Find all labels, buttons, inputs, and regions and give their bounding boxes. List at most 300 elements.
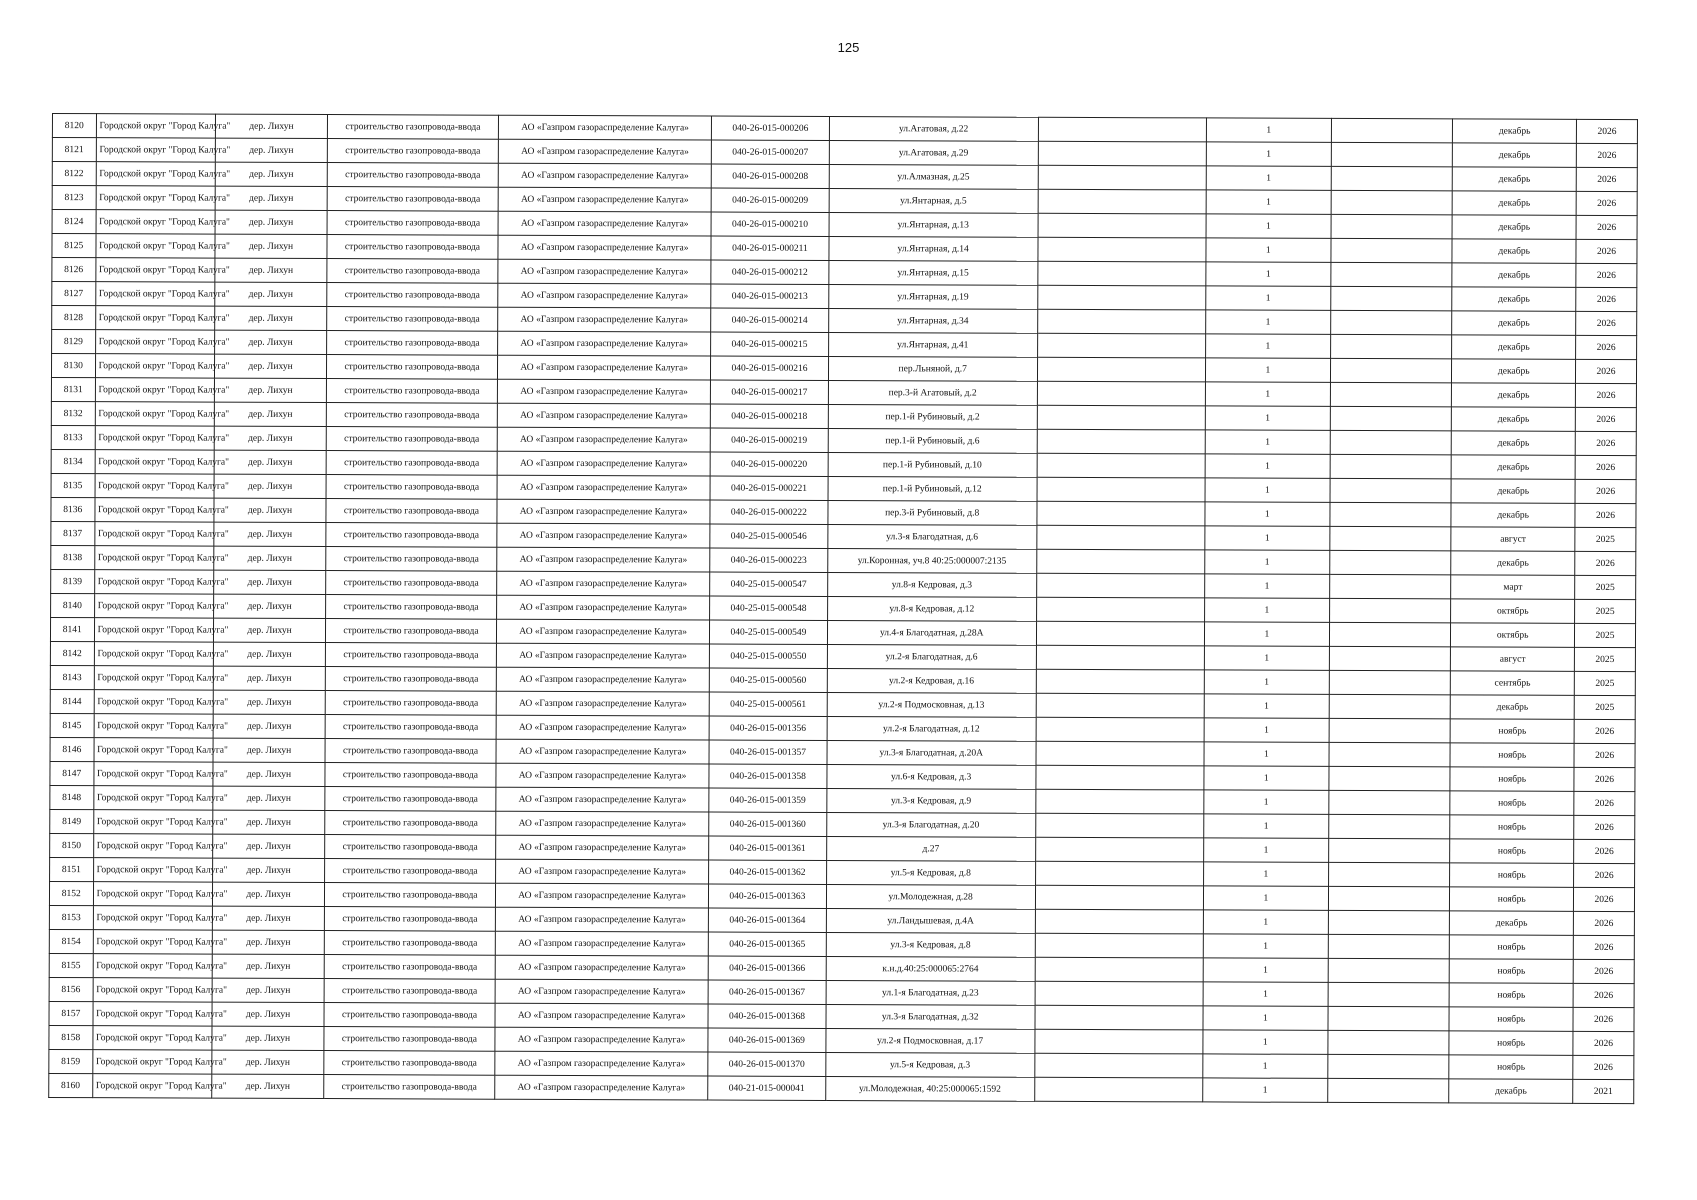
month-cell: декабрь <box>1452 359 1576 383</box>
program-code-cell: 040-26-015-000220 <box>710 452 828 476</box>
work-type-cell: строительство газопровода-ввода <box>327 283 498 308</box>
empty-cell <box>1328 838 1450 862</box>
quantity-cell: 1 <box>1203 910 1328 934</box>
district-cell: Городской округ "Город Калуга" <box>94 762 214 786</box>
month-cell: декабрь <box>1452 263 1576 287</box>
row-number: 8156 <box>49 977 93 1001</box>
empty-cell <box>1037 429 1205 454</box>
owner-cell: АО «Газпром газораспределение Калуга» <box>497 451 710 476</box>
registry-body <box>49 114 1638 1104</box>
district-cell: Городской округ "Город Калуга" <box>96 114 216 138</box>
month-cell: ноябрь <box>1450 839 1574 863</box>
year-cell: 2026 <box>1576 143 1637 167</box>
quantity-cell: 1 <box>1206 142 1331 166</box>
row-number: 8143 <box>50 665 94 689</box>
empty-cell <box>1035 789 1203 814</box>
empty-cell <box>1327 1054 1449 1078</box>
row-number: 8127 <box>52 282 96 306</box>
work-type-cell: строительство газопровода-ввода <box>324 883 495 908</box>
month-cell: сентябрь <box>1451 671 1575 695</box>
quantity-cell: 1 <box>1205 406 1330 430</box>
year-cell: 2026 <box>1573 1007 1634 1031</box>
owner-cell: АО «Газпром газораспределение Калуга» <box>499 115 712 140</box>
empty-cell <box>1036 765 1204 790</box>
owner-cell: АО «Газпром газораспределение Калуга» <box>497 499 710 524</box>
address-cell: ул.Янтарная, д.41 <box>828 332 1037 357</box>
empty-cell <box>1036 645 1204 670</box>
program-code-cell: 040-26-015-000210 <box>711 212 829 236</box>
year-cell: 2025 <box>1574 671 1635 695</box>
row-number: 8153 <box>49 905 93 929</box>
work-type-cell: строительство газопровода-ввода <box>324 835 495 860</box>
month-cell: декабрь <box>1452 191 1576 215</box>
page-number: 125 <box>837 40 860 55</box>
owner-cell: АО «Газпром газораспределение Калуга» <box>497 571 710 596</box>
month-cell: ноябрь <box>1449 983 1573 1007</box>
address-cell: ул.Молодежная, 40:25:000065:1592 <box>825 1076 1034 1101</box>
month-cell: ноябрь <box>1450 863 1574 887</box>
row-number: 8126 <box>52 258 96 282</box>
owner-cell: АО «Газпром газораспределение Калуга» <box>496 907 709 932</box>
village-cell: дер. Лихун <box>215 330 327 354</box>
address-cell: пер.1-й Рубиновый, д.12 <box>828 476 1037 501</box>
empty-cell <box>1037 381 1205 406</box>
work-type-cell: строительство газопровода-ввода <box>325 811 496 836</box>
empty-cell <box>1329 790 1451 814</box>
year-cell: 2026 <box>1573 959 1634 983</box>
village-cell: дер. Лихун <box>213 882 325 906</box>
program-code-cell: 040-26-015-000215 <box>711 332 829 356</box>
empty-cell <box>1331 190 1453 214</box>
quantity-cell: 1 <box>1204 670 1329 694</box>
table-row <box>49 1073 1634 1103</box>
program-code-cell: 040-25-015-000561 <box>709 692 827 716</box>
work-type-cell: строительство газопровода-ввода <box>325 763 496 788</box>
year-cell: 2026 <box>1575 479 1636 503</box>
empty-cell <box>1035 813 1203 838</box>
village-cell: дер. Лихун <box>213 810 325 834</box>
owner-cell: АО «Газпром газораспределение Калуга» <box>497 523 710 548</box>
quantity-cell: 1 <box>1205 382 1330 406</box>
quantity-cell: 1 <box>1206 118 1331 142</box>
empty-cell <box>1038 189 1206 214</box>
village-cell: дер. Лихун <box>213 762 325 786</box>
program-code-cell: 040-25-015-000549 <box>710 620 828 644</box>
village-cell: дер. Лихун <box>215 378 327 402</box>
district-cell: Городской округ "Город Калуга" <box>93 858 213 882</box>
owner-cell: АО «Газпром газораспределение Калуга» <box>496 739 709 764</box>
owner-cell: АО «Газпром газораспределение Калуга» <box>498 187 711 212</box>
program-code-cell: 040-26-015-001356 <box>709 716 827 740</box>
year-cell: 2026 <box>1574 791 1635 815</box>
work-type-cell: строительство газопровода-ввода <box>327 259 498 284</box>
month-cell: ноябрь <box>1449 1055 1573 1079</box>
empty-cell <box>1035 933 1203 958</box>
empty-cell <box>1328 934 1450 958</box>
row-number: 8149 <box>50 809 94 833</box>
owner-cell: АО «Газпром газораспределение Калуга» <box>496 763 709 788</box>
village-cell: дер. Лихун <box>212 1002 324 1026</box>
address-cell: ул.Коронная, уч.8 40:25:000007:2135 <box>827 548 1036 573</box>
month-cell: декабрь <box>1452 383 1576 407</box>
row-number: 8146 <box>50 737 94 761</box>
empty-cell <box>1038 165 1206 190</box>
village-cell: дер. Лихун <box>215 354 327 378</box>
village-cell: дер. Лихун <box>212 978 324 1002</box>
village-cell: дер. Лихун <box>214 426 326 450</box>
quantity-cell: 1 <box>1204 694 1329 718</box>
empty-cell <box>1330 406 1452 430</box>
village-cell: дер. Лихун <box>212 1074 324 1098</box>
row-number: 8135 <box>51 473 95 497</box>
owner-cell: АО «Газпром газораспределение Калуга» <box>497 643 710 668</box>
month-cell: декабрь <box>1450 911 1574 935</box>
program-code-cell: 040-25-015-000550 <box>709 644 827 668</box>
empty-cell <box>1329 646 1451 670</box>
quantity-cell: 1 <box>1206 166 1331 190</box>
empty-cell <box>1329 574 1451 598</box>
village-cell: дер. Лихун <box>215 306 327 330</box>
district-cell: Городской округ "Город Калуга" <box>94 546 214 570</box>
empty-cell <box>1037 285 1205 310</box>
address-cell: ул.Янтарная, д.5 <box>829 188 1038 213</box>
empty-cell <box>1036 549 1204 574</box>
empty-cell <box>1034 1053 1202 1078</box>
year-cell: 2025 <box>1574 647 1635 671</box>
owner-cell: АО «Газпром газораспределение Калуга» <box>496 787 709 812</box>
owner-cell: АО «Газпром газораспределение Калуга» <box>495 931 708 956</box>
address-cell: ул.8-я Кедровая, д.3 <box>827 572 1036 597</box>
quantity-cell: 1 <box>1204 646 1329 670</box>
empty-cell <box>1035 1005 1203 1030</box>
quantity-cell: 1 <box>1203 934 1328 958</box>
work-type-cell: строительство газопровода-ввода <box>326 499 497 524</box>
row-number: 8120 <box>52 114 96 138</box>
work-type-cell: строительство газопровода-ввода <box>324 955 495 980</box>
address-cell: ул.Агатовая, д.29 <box>829 140 1038 165</box>
program-code-cell: 040-26-015-000207 <box>711 140 829 164</box>
village-cell: дер. Лихун <box>214 666 326 690</box>
owner-cell: АО «Газпром газораспределение Калуга» <box>495 979 708 1004</box>
program-code-cell: 040-26-015-001366 <box>708 956 826 980</box>
program-code-cell: 040-26-015-001369 <box>708 1028 826 1052</box>
empty-cell <box>1038 117 1206 142</box>
work-type-cell: строительство газопровода-ввода <box>327 139 498 164</box>
address-cell: ул.Янтарная, д.14 <box>829 236 1038 261</box>
owner-cell: АО «Газпром газораспределение Калуга» <box>498 259 711 284</box>
month-cell: декабрь <box>1452 407 1576 431</box>
year-cell: 2026 <box>1575 503 1636 527</box>
year-cell: 2025 <box>1574 695 1635 719</box>
work-type-cell: строительство газопровода-ввода <box>326 475 497 500</box>
district-cell: Городской округ "Город Калуга" <box>95 498 215 522</box>
program-code-cell: 040-26-015-001365 <box>708 932 826 956</box>
district-cell: Городской округ "Город Калуга" <box>96 210 216 234</box>
address-cell: ул.2-я Благодатная, д.12 <box>827 716 1036 741</box>
quantity-cell: 1 <box>1206 334 1331 358</box>
empty-cell <box>1037 357 1205 382</box>
empty-cell <box>1330 334 1452 358</box>
village-cell: дер. Лихун <box>215 402 327 426</box>
address-cell: ул.Янтарная, д.19 <box>829 284 1038 309</box>
month-cell: ноябрь <box>1450 791 1574 815</box>
row-number: 8132 <box>51 401 95 425</box>
owner-cell: АО «Газпром газораспределение Калуга» <box>495 1027 708 1052</box>
district-cell: Городской округ "Город Калуга" <box>92 1026 212 1050</box>
quantity-cell: 1 <box>1203 958 1328 982</box>
address-cell: ул.3-я Кедровая, д.8 <box>826 932 1035 957</box>
work-type-cell: строительство газопровода-ввода <box>324 979 495 1004</box>
month-cell: ноябрь <box>1450 743 1574 767</box>
quantity-cell: 1 <box>1206 190 1331 214</box>
month-cell: ноябрь <box>1450 767 1574 791</box>
program-code-cell: 040-26-015-000216 <box>711 356 829 380</box>
month-cell: декабрь <box>1453 143 1577 167</box>
address-cell: ул.3-я Благодатная, д.20 <box>826 812 1035 837</box>
village-cell: дер. Лихун <box>215 162 327 186</box>
owner-cell: АО «Газпром газораспределение Калуга» <box>496 811 709 836</box>
program-code-cell: 040-26-015-001359 <box>709 788 827 812</box>
month-cell: декабрь <box>1452 287 1576 311</box>
row-number: 8155 <box>49 953 93 977</box>
work-type-cell: строительство газопровода-ввода <box>326 403 497 428</box>
village-cell: дер. Лихун <box>212 954 324 978</box>
owner-cell: АО «Газпром газораспределение Калуга» <box>498 139 711 164</box>
district-cell: Городской округ "Город Калуга" <box>94 738 214 762</box>
quantity-cell: 1 <box>1205 550 1330 574</box>
empty-cell <box>1331 118 1453 142</box>
address-cell: ул.Янтарная, д.15 <box>829 260 1038 285</box>
program-code-cell: 040-26-015-000211 <box>711 236 829 260</box>
owner-cell: АО «Газпром газораспределение Калуга» <box>496 715 709 740</box>
district-cell: Городской округ "Город Калуга" <box>94 666 214 690</box>
month-cell: декабрь <box>1451 695 1575 719</box>
work-type-cell: строительство газопровода-ввода <box>324 1075 495 1100</box>
row-number: 8138 <box>51 545 95 569</box>
address-cell: ул.2-я Благодатная, д.6 <box>827 644 1036 669</box>
year-cell: 2026 <box>1576 311 1637 335</box>
owner-cell: АО «Газпром газораспределение Калуга» <box>497 403 710 428</box>
year-cell: 2026 <box>1575 383 1636 407</box>
quantity-cell: 1 <box>1206 262 1331 286</box>
month-cell: ноябрь <box>1450 887 1574 911</box>
empty-cell <box>1034 1077 1202 1102</box>
village-cell: дер. Лихун <box>214 450 326 474</box>
empty-cell <box>1327 1078 1449 1102</box>
program-code-cell: 040-26-015-000214 <box>711 308 829 332</box>
empty-cell <box>1037 261 1205 286</box>
row-number: 8137 <box>51 521 95 545</box>
row-number: 8136 <box>51 497 95 521</box>
row-number: 8133 <box>51 425 95 449</box>
quantity-cell: 1 <box>1205 574 1330 598</box>
work-type-cell: строительство газопровода-ввода <box>324 1051 495 1076</box>
village-cell: дер. Лихун <box>214 642 326 666</box>
year-cell: 2025 <box>1575 527 1636 551</box>
row-number: 8147 <box>50 761 94 785</box>
work-type-cell: строительство газопровода-ввода <box>324 859 495 884</box>
year-cell: 2026 <box>1576 263 1637 287</box>
year-cell: 2026 <box>1576 335 1637 359</box>
district-cell: Городской округ "Город Калуга" <box>93 1002 213 1026</box>
quantity-cell: 1 <box>1204 790 1329 814</box>
quantity-cell: 1 <box>1204 622 1329 646</box>
empty-cell <box>1036 669 1204 694</box>
year-cell: 2026 <box>1574 743 1635 767</box>
address-cell: д.27 <box>826 836 1035 861</box>
work-type-cell: строительство газопровода-ввода <box>324 931 495 956</box>
quantity-cell: 1 <box>1206 238 1331 262</box>
owner-cell: АО «Газпром газораспределение Калуга» <box>498 307 711 332</box>
quantity-cell: 1 <box>1206 214 1331 238</box>
row-number: 8121 <box>52 138 96 162</box>
empty-cell <box>1037 453 1205 478</box>
year-cell: 2026 <box>1574 767 1635 791</box>
year-cell: 2026 <box>1573 1055 1634 1079</box>
address-cell: ул.Янтарная, д.13 <box>829 212 1038 237</box>
empty-cell <box>1328 886 1450 910</box>
address-cell: ул.3-я Благодатная, д.20А <box>827 740 1036 765</box>
program-code-cell: 040-25-015-000547 <box>710 572 828 596</box>
program-code-cell: 040-21-015-000041 <box>708 1076 826 1100</box>
work-type-cell: строительство газопровода-ввода <box>326 547 497 572</box>
program-code-cell: 040-26-015-000213 <box>711 284 829 308</box>
row-number: 8160 <box>49 1073 93 1097</box>
district-cell: Городской округ "Город Калуга" <box>95 354 215 378</box>
empty-cell <box>1328 958 1450 982</box>
empty-cell <box>1330 358 1452 382</box>
row-number: 8134 <box>51 449 95 473</box>
work-type-cell: строительство газопровода-ввода <box>327 163 498 188</box>
empty-cell <box>1037 405 1205 430</box>
year-cell: 2025 <box>1575 575 1636 599</box>
district-cell: Городской округ "Город Калуга" <box>95 282 215 306</box>
district-cell: Городской округ "Город Калуга" <box>92 1074 212 1098</box>
empty-cell <box>1330 310 1452 334</box>
district-cell: Городской округ "Город Калуга" <box>93 906 213 930</box>
quantity-cell: 1 <box>1206 286 1331 310</box>
village-cell: дер. Лихун <box>213 858 325 882</box>
program-code-cell: 040-25-015-000560 <box>709 668 827 692</box>
district-cell: Городской округ "Город Калуга" <box>93 882 213 906</box>
empty-cell <box>1329 694 1451 718</box>
village-cell: дер. Лихун <box>213 834 325 858</box>
owner-cell: АО «Газпром газораспределение Калуга» <box>496 859 709 884</box>
quantity-cell: 1 <box>1203 1006 1328 1030</box>
empty-cell <box>1038 141 1206 166</box>
year-cell: 2026 <box>1575 551 1636 575</box>
empty-cell <box>1331 238 1453 262</box>
work-type-cell: строительство газопровода-ввода <box>325 787 496 812</box>
empty-cell <box>1036 693 1204 718</box>
empty-cell <box>1329 550 1451 574</box>
month-cell: декабрь <box>1451 551 1575 575</box>
year-cell: 2026 <box>1576 287 1637 311</box>
address-cell: ул.6-я Кедровая, д.3 <box>827 764 1036 789</box>
program-code-cell: 040-26-015-001358 <box>709 764 827 788</box>
village-cell: дер. Лихун <box>214 618 326 642</box>
program-code-cell: 040-26-015-001367 <box>708 980 826 1004</box>
village-cell: дер. Лихун <box>215 210 327 234</box>
empty-cell <box>1328 1006 1450 1030</box>
quantity-cell: 1 <box>1203 982 1328 1006</box>
empty-cell <box>1330 430 1452 454</box>
village-cell: дер. Лихун <box>216 138 328 162</box>
year-cell: 2026 <box>1575 407 1636 431</box>
village-cell: дер. Лихун <box>213 690 325 714</box>
district-cell: Городской округ "Город Калуга" <box>95 330 215 354</box>
address-cell: ул.Алмазная, д.25 <box>829 164 1038 189</box>
row-number: 8157 <box>49 1001 93 1025</box>
empty-cell <box>1328 814 1450 838</box>
quantity-cell: 1 <box>1203 1078 1328 1102</box>
village-cell: дер. Лихун <box>215 282 327 306</box>
empty-cell <box>1328 910 1450 934</box>
row-number: 8144 <box>50 689 94 713</box>
year-cell: 2021 <box>1573 1079 1634 1103</box>
program-code-cell: 040-26-015-000219 <box>710 428 828 452</box>
work-type-cell: строительство газопровода-ввода <box>326 331 497 356</box>
program-code-cell: 040-25-015-000546 <box>710 524 828 548</box>
month-cell: август <box>1451 527 1575 551</box>
program-code-cell: 040-26-015-000209 <box>711 188 829 212</box>
program-code-cell: 040-26-015-001370 <box>708 1052 826 1076</box>
work-type-cell: строительство газопровода-ввода <box>326 427 497 452</box>
district-cell: Городской округ "Город Калуга" <box>93 810 213 834</box>
owner-cell: АО «Газпром газораспределение Калуга» <box>496 835 709 860</box>
program-code-cell: 040-26-015-000222 <box>710 500 828 524</box>
year-cell: 2026 <box>1575 455 1636 479</box>
year-cell: 2026 <box>1576 119 1637 143</box>
village-cell: дер. Лихун <box>214 522 326 546</box>
owner-cell: АО «Газпром газораспределение Калуга» <box>496 667 709 692</box>
row-number: 8125 <box>52 234 96 258</box>
empty-cell <box>1035 861 1203 886</box>
month-cell: декабрь <box>1451 455 1575 479</box>
month-cell: декабрь <box>1452 215 1576 239</box>
district-cell: Городской округ "Город Калуга" <box>92 1050 212 1074</box>
year-cell: 2026 <box>1576 359 1637 383</box>
district-cell: Городской округ "Город Калуга" <box>95 258 215 282</box>
program-code-cell: 040-26-015-000218 <box>710 404 828 428</box>
empty-cell <box>1038 213 1206 238</box>
owner-cell: АО «Газпром газораспределение Калуга» <box>498 355 711 380</box>
registry-table <box>48 113 1638 1104</box>
work-type-cell: строительство газопровода-ввода <box>327 211 498 236</box>
owner-cell: АО «Газпром газораспределение Калуга» <box>496 883 709 908</box>
year-cell: 2026 <box>1573 983 1634 1007</box>
year-cell: 2026 <box>1573 935 1634 959</box>
address-cell: пер.Льняной, д.7 <box>828 356 1037 381</box>
empty-cell <box>1036 597 1204 622</box>
program-code-cell: 040-26-015-000221 <box>710 476 828 500</box>
work-type-cell: строительство газопровода-ввода <box>327 235 498 260</box>
work-type-cell: строительство газопровода-ввода <box>325 739 496 764</box>
district-cell: Городской округ "Город Калуга" <box>93 978 213 1002</box>
empty-cell <box>1329 742 1451 766</box>
quantity-cell: 1 <box>1204 814 1329 838</box>
village-cell: дер. Лихун <box>216 114 328 138</box>
work-type-cell: строительство газопровода-ввода <box>325 619 496 644</box>
work-type-cell: строительство газопровода-ввода <box>326 523 497 548</box>
district-cell: Городской округ "Город Калуга" <box>94 594 214 618</box>
empty-cell <box>1330 382 1452 406</box>
empty-cell <box>1331 262 1453 286</box>
village-cell: дер. Лихун <box>214 594 326 618</box>
row-number: 8131 <box>51 377 95 401</box>
program-code-cell: 040-26-015-001360 <box>709 812 827 836</box>
address-cell: ул.Агатовая, д.22 <box>829 116 1038 141</box>
